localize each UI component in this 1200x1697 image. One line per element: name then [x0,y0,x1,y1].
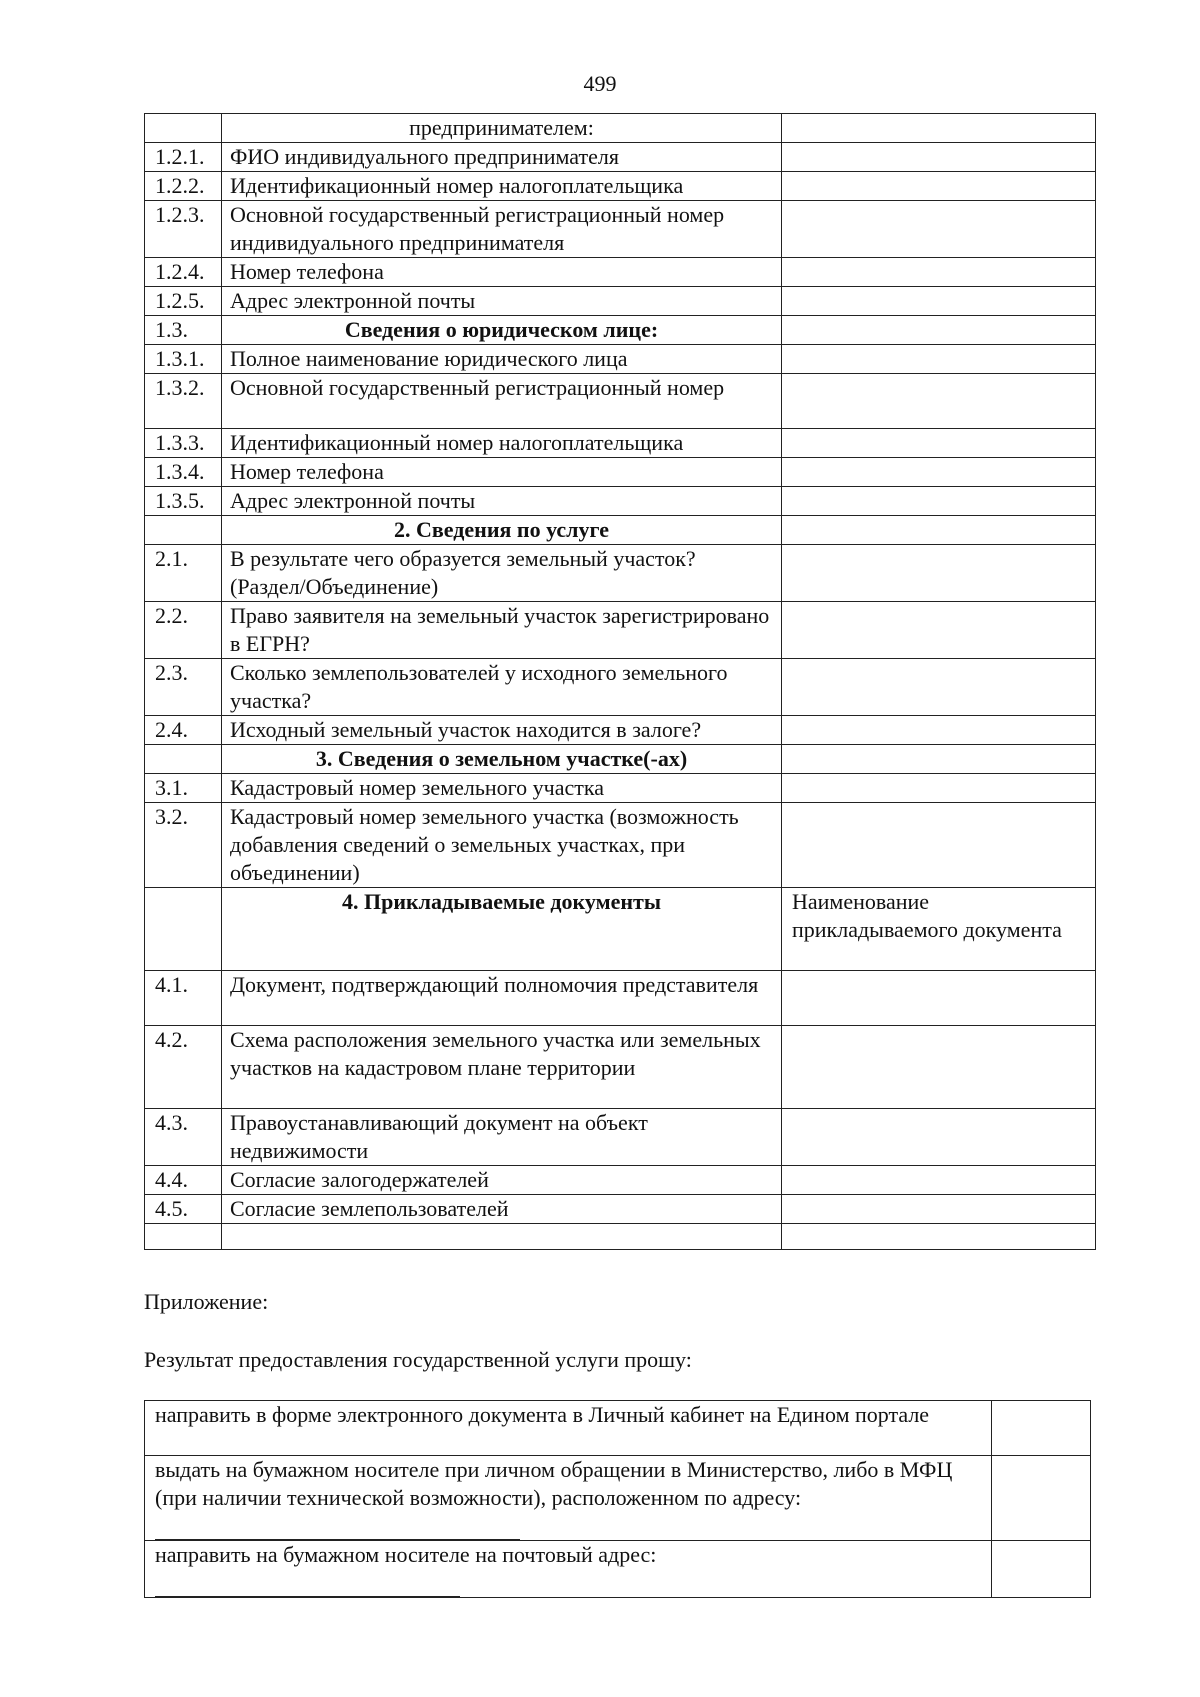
row-value-cell[interactable] [782,1109,1096,1166]
row-value-cell[interactable] [782,258,1096,287]
row-label: Адрес электронной почты [222,287,782,316]
table-row [145,716,1096,745]
row-label: Правоустанавливающий документ на объект недвижимости [222,1109,782,1166]
row-label: Идентификационный номер налогоплательщика [222,172,782,201]
row-number: 1.2.5. [145,287,222,316]
table-row [145,114,1096,143]
row-label: Основной государственный регистрационный номер [222,374,782,429]
result-options-table [144,1400,1091,1598]
row-number: 1.2.3. [145,201,222,258]
row-number [145,114,222,143]
row-value-cell[interactable] [782,201,1096,258]
row-number [145,1224,222,1250]
row-number: 1.3.3. [145,429,222,458]
application-form-table [144,113,1096,1250]
row-value-cell[interactable] [782,803,1096,888]
row-value-cell[interactable] [782,545,1096,602]
row-number [145,516,222,545]
row-value-cell[interactable]: Наименование прикладываемого документа [782,888,1096,971]
row-value-cell[interactable] [782,745,1096,774]
row-number: 1.2.1. [145,143,222,172]
row-number: 3.1. [145,774,222,803]
table-row [145,888,1096,971]
row-label: Согласие землепользователей [222,1195,782,1224]
row-label: Основной государственный регистрационный номер индивидуального предпринимателя [222,201,782,258]
row-value-cell[interactable] [782,429,1096,458]
table-row [145,172,1096,201]
row-value-cell[interactable] [782,602,1096,659]
table-row [145,1166,1096,1195]
result-option-checkbox-cell[interactable] [992,1456,1091,1541]
table-row [145,287,1096,316]
row-value-cell[interactable] [782,774,1096,803]
row-value-cell[interactable] [782,516,1096,545]
table-row [145,201,1096,258]
row-value-cell[interactable] [782,716,1096,745]
result-option-label [145,1456,992,1541]
row-value-cell[interactable] [782,114,1096,143]
table-row [145,258,1096,287]
row-value-cell[interactable] [782,287,1096,316]
row-label: Номер телефона [222,458,782,487]
row-label: В результате чего образуется земельный участок? (Раздел/Объединение) [222,545,782,602]
row-number: 4.4. [145,1166,222,1195]
row-label: 3. Сведения о земельном участке(-ах) [222,745,782,774]
row-number: 3.2. [145,803,222,888]
result-option-text: направить на бумажном носителе на почтовый адрес: [155,1542,657,1567]
result-label: Результат предоставления государственной услуги прошу: [144,1347,692,1372]
table-row [145,1195,1096,1224]
row-label: Сколько землепользователей у исходного земельного участка? [222,659,782,716]
result-option-label [145,1541,992,1598]
row-label: Исходный земельный участок находится в залоге? [222,716,782,745]
result-option-row [145,1541,1091,1598]
row-number: 4.2. [145,1026,222,1109]
row-value-cell[interactable] [782,1224,1096,1250]
row-number: 1.3.5. [145,487,222,516]
result-option-text: выдать на бумажном носителе при личном обращении в Министерство, либо в МФЦ (при наличии технической возможности), расположенном по адресу: [155,1457,953,1510]
row-label: Сведения о юридическом лице: [222,316,782,345]
result-option-label [145,1401,992,1456]
row-value-cell[interactable] [782,659,1096,716]
row-label: предпринимателем: [222,114,782,143]
row-label: Документ, подтверждающий полномочия представителя [222,971,782,1026]
row-label: Номер телефона [222,258,782,287]
row-number: 4.3. [145,1109,222,1166]
table-row [145,516,1096,545]
row-number: 2.4. [145,716,222,745]
row-number [145,745,222,774]
row-number: 1.3.4. [145,458,222,487]
table-row [145,774,1096,803]
table-row [145,458,1096,487]
table-row [145,1026,1096,1109]
row-label: Идентификационный номер налогоплательщика [222,429,782,458]
row-value-cell[interactable] [782,1166,1096,1195]
row-value-cell[interactable] [782,316,1096,345]
table-row [145,374,1096,429]
row-number: 1.3. [145,316,222,345]
page-number: 499 [583,71,617,96]
row-label: Схема расположения земельного участка или земельных участков на кадастровом плане территории [222,1026,782,1109]
address-blank-line[interactable] [155,1574,460,1597]
row-label: Полное наименование юридического лица [222,345,782,374]
row-label: Адрес электронной почты [222,487,782,516]
row-value-cell[interactable] [782,374,1096,429]
row-number: 2.3. [145,659,222,716]
table-row [145,143,1096,172]
address-blank-line[interactable] [155,1517,520,1540]
row-label: ФИО индивидуального предпринимателя [222,143,782,172]
row-value-cell[interactable] [782,487,1096,516]
table-row [145,971,1096,1026]
result-option-row [145,1456,1091,1541]
table-row [145,1109,1096,1166]
row-number: 4.1. [145,971,222,1026]
row-value-cell[interactable] [782,143,1096,172]
table-row [145,745,1096,774]
row-number: 1.2.4. [145,258,222,287]
appendix-label: Приложение: [144,1289,269,1314]
result-option-checkbox-cell[interactable] [992,1401,1091,1456]
row-label: Согласие залогодержателей [222,1166,782,1195]
table-row [145,545,1096,602]
table-row [145,803,1096,888]
table-row [145,345,1096,374]
table-row [145,1224,1096,1250]
row-label: Кадастровый номер земельного участка [222,774,782,803]
row-value-cell[interactable] [782,458,1096,487]
table-row [145,602,1096,659]
table-row [145,487,1096,516]
result-option-row [145,1401,1091,1456]
row-number: 1.3.2. [145,374,222,429]
table-row [145,316,1096,345]
row-label: Право заявителя на земельный участок зарегистрировано в ЕГРН? [222,602,782,659]
row-value-cell[interactable] [782,971,1096,1026]
row-label: 4. Прикладываемые документы [222,888,782,971]
result-option-checkbox-cell[interactable] [992,1541,1091,1598]
row-number: 4.5. [145,1195,222,1224]
row-number [145,888,222,971]
row-number: 2.1. [145,545,222,602]
row-value-cell[interactable] [782,172,1096,201]
row-number: 2.2. [145,602,222,659]
table-row [145,659,1096,716]
row-value-cell[interactable] [782,1026,1096,1109]
row-label: 2. Сведения по услуге [222,516,782,545]
row-value-cell[interactable] [782,1195,1096,1224]
row-value-cell[interactable] [782,345,1096,374]
row-label [222,1224,782,1250]
row-label: Кадастровый номер земельного участка (возможность добавления сведений о земельных участках, при объединении) [222,803,782,888]
row-number: 1.2.2. [145,172,222,201]
table-row [145,429,1096,458]
row-number: 1.3.1. [145,345,222,374]
result-option-text: направить в форме электронного документа в Личный кабинет на Едином портале [155,1402,930,1427]
